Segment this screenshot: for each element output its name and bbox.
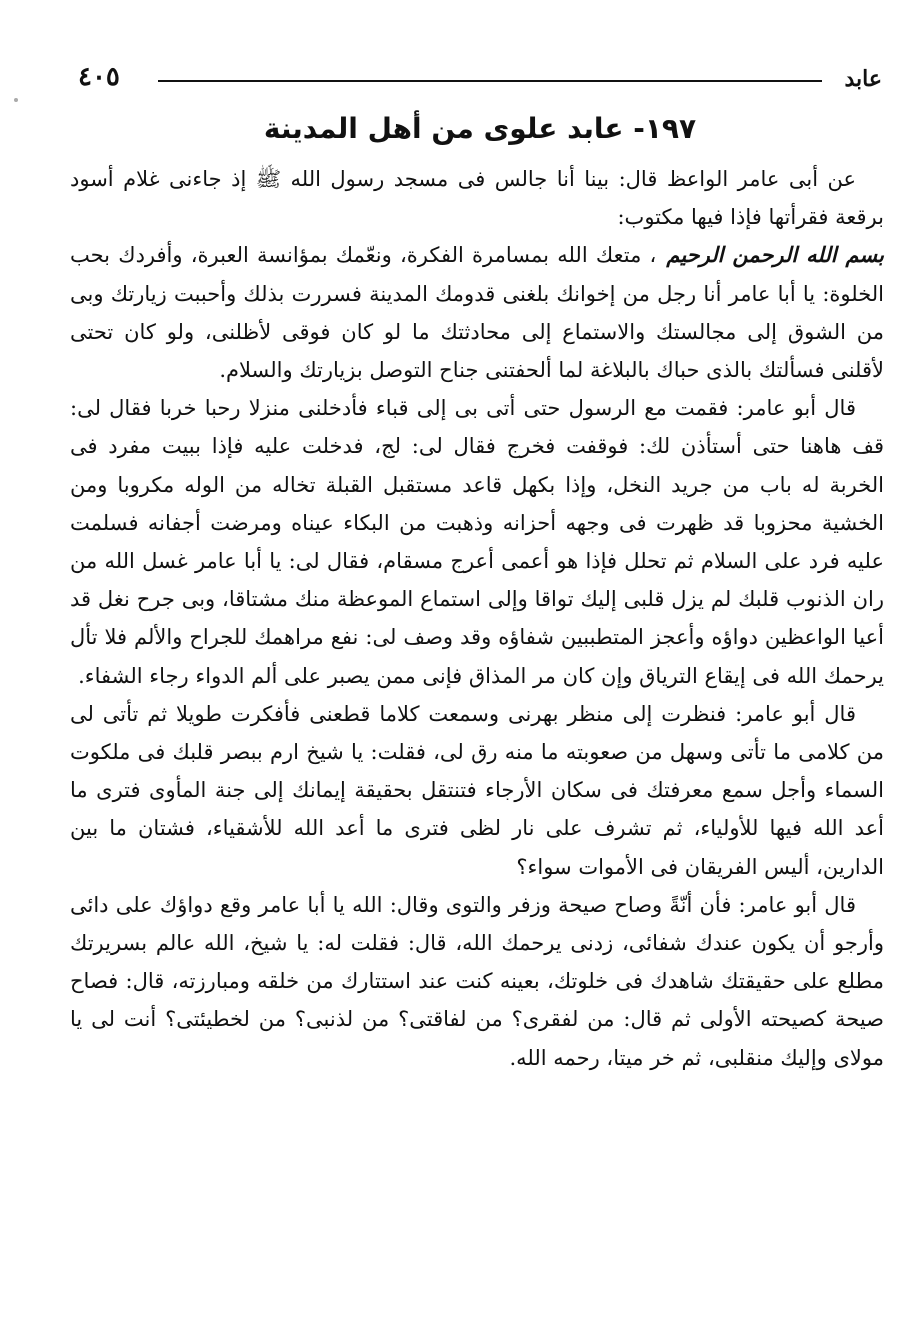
paragraph-4: قال أبو عامر: فنظرت إلى منظر بهرنى وسمعت كلاما قطعنى فأفكرت طويلا ثم تأتى لى من كلامى ما تأتى وسهل من صعوبته ما منه رق لى، فقلت: يا شيخ ارم ببصر قلبك فى ملكوت السماء وأجل سمع معرفتك فى سكان الأرجاء فتنتقل بحقيقة إيمانك إلى جنة المأوى فترى ما أعد الله فيها للأولياء، ثم تشرف على نار لظى فترى ما أعد الله للأشقياء، فشتان ما بين الدارين، أليس الفريقان فى الأموات سواء؟	[70, 701, 884, 879]
paragraph-5: قال أبو عامر: فأن أنّةً وصاح صيحة وزفر والتوى وقال: الله يا أبا عامر وقع دواؤك على دائى وأرجو أن يكون عندك شفائى، زدنى يرحمك الله، قال: فقلت له: يا شيخ، الله عالم بسريرتك مطلع على حقيقتك شاهدك فى خلوتك، بعينه كنت عند استتارك من خلقه ومبارزته، قال: فصاح صيحة كصيحته الأولى ثم قال: من لفقرى؟ من لفاقتى؟ من لذنبى؟ من لخطيئتى؟ أنت لى يا مولاى وإليك منقلبى، ثم خر ميتا، رحمه الله.	[70, 892, 884, 1070]
page-number: ٤٠٥	[78, 62, 120, 92]
paragraph-2-text: ، متعك الله بمسامرة الفكرة، ونعّمك بمؤانسة العبرة، وأفردك بحب الخلوة: يا أبا عامر أنا رجل من إخوانك بلغنى قدومك المدينة فسررت بذلك وأحببت زيارتك وبى من الشوق إلى مجالستك والاستماع إلى محادثتك ما لو كان فوقى لأظلنى، ولو كان تحتى لأقلنى فسألتك بالذى حباك بالبلاغة لما ألحفتنى جناح التوصل بزيارتك والسلام.	[70, 243, 884, 383]
paragraph-1: عن أبى عامر الواعظ قال: بينا أنا جالس فى مسجد رسول الله ﷺ إذ جاءنى غلام أسود برقعة فقرأتها فإذا فيها مكتوب:	[70, 167, 884, 230]
page-header	[78, 60, 882, 100]
scan-speck	[14, 98, 18, 102]
paragraph-2	[70, 236, 884, 389]
chapter-title: ١٩٧- عابد علوى من أهل المدينة	[263, 112, 697, 145]
body-text	[70, 160, 884, 1077]
paragraph-3: قال أبو عامر: فقمت مع الرسول حتى أتى بى إلى قباء فأدخلنى منزلا رحبا خربا فقال لى: قف هاهنا حتى أستأذن لك: فوقفت فخرج فقال لى: لج، فدخلت عليه فإذا ببيت مفرد فى الخربة له باب من جريد النخل، وإذا بكهل قاعد مستقبل القبلة تخاله من الوله مكروبا ومن الخشية محزوبا قد ظهرت فى وجهه أحزانه وذهبت من البكاء عيناه ومرضت أجفانه فسلمت عليه فرد على السلام ثم تحلل فإذا هو أعمى أعرج مسقام، فقال لى: يا أبا عامر غسل الله من ران الذنوب قلبك لم يزل قلبى إليك تواقا وإلى استماع الموعظة منك مشتاقا، وبى جرح نغل قد أعيا الواعظين دواؤه وأعجز المتطببين شفاؤه وقد وصف لى: نفع مراهمك للجراح والألم فلا تأل يرحمك الله فى إيقاع الترياق وإن كان مر المذاق فإنى ممن يصبر على ألم الدواء رجاء الشفاء.	[70, 396, 884, 688]
basmala: بسم الله الرحمن الرحيم	[666, 242, 884, 268]
header-rule	[158, 80, 822, 82]
running-head: عابد	[844, 66, 882, 92]
